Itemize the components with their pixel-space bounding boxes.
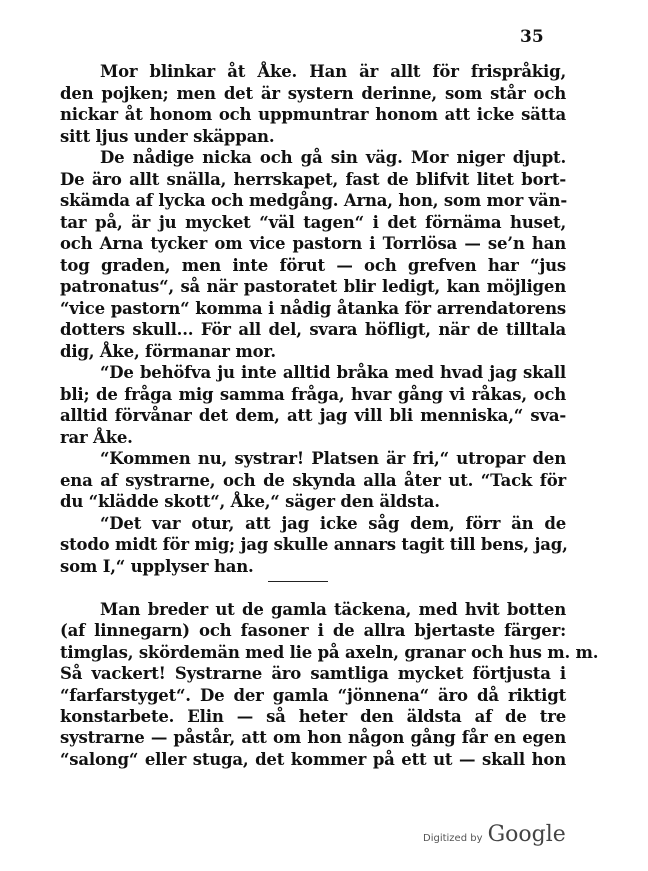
watermark-prefix: Digitized by <box>423 833 483 844</box>
text-line: ena af systrarne, och de skynda alla åter ut. “Tack för <box>60 470 566 490</box>
text-line: Mor blinkar åt Åke. Han är allt för frispråkig, <box>100 62 566 81</box>
text-line: tog graden, men inte förut — och grefven har “jus <box>60 255 566 275</box>
page-number: 35 <box>520 27 544 47</box>
text-line: konstarbete. Elin — så heter den äldsta af de tre <box>60 706 566 726</box>
text-line: “salong“ eller stuga, det kommer på ett ut — skall hon <box>60 749 566 769</box>
section-divider <box>268 581 328 582</box>
text-line: nickar åt honom och uppmuntrar honom att icke sätta <box>60 105 566 124</box>
text-line: “Kommen nu, systrar! Platsen är fri,“ utropar den <box>100 449 566 468</box>
text-line: rar Åke. <box>60 427 133 447</box>
google-logo: Google <box>487 822 566 847</box>
text-line: “Det var otur, att jag icke såg dem, förr än de <box>100 513 566 533</box>
text-line: stodo midt för mig; jag skulle annars tagit till bens, jag, <box>60 535 568 554</box>
text-line: du “klädde skott“, Åke,“ säger den äldsta. <box>60 492 440 511</box>
text-line: “farfarstyget“. De der gamla “jönnena“ äro då riktigt <box>60 685 566 705</box>
digitized-by-watermark <box>423 822 566 847</box>
text-block-2 <box>60 599 599 770</box>
text-line: “De behöfva ju inte alltid bråka med hvad jag skall <box>100 363 566 382</box>
text-line: alltid förvånar det dem, att jag vill bli menniska,“ sva- <box>60 406 566 425</box>
text-line: systrarne — påstår, att om hon någon gång får en egen <box>60 728 566 748</box>
text-block-1 <box>60 61 566 577</box>
text-line: De äro allt snälla, herrskapet, fast de blifvit litet bort- <box>60 169 566 189</box>
text-line: Så vackert! Systrarne äro samtliga mycket förtjusta i <box>60 664 566 684</box>
text-line: och Arna tycker om vice pastorn i Torrlösa — se’n han <box>60 234 566 253</box>
text-line: dotters skull... För all del, svara höfligt, när de tilltala <box>60 320 566 339</box>
text-line: (af linnegarn) och fasoner i de allra bjertaste färger: <box>60 621 566 641</box>
text-line: Man breder ut de gamla täckena, med hvit botten <box>100 600 566 619</box>
text-line: sitt ljus under skäppan. <box>60 126 275 146</box>
text-line: dig, Åke, förmanar mor. <box>60 341 276 361</box>
text-line: De nådige nicka och gå sin väg. Mor niger djupt. <box>100 148 566 167</box>
text-line: som I,“ upplyser han. <box>60 556 254 576</box>
text-line: tar på, är ju mycket “väl tagen“ i det förnäma huset, <box>60 212 566 232</box>
text-line: timglas, skördemän med lie på axeln, granar och hus m. m. <box>60 642 599 662</box>
text-line: skämda af lycka och medgång. Arna, hon, som mor vän- <box>60 191 567 210</box>
text-line: den pojken; men det är systern derinne, som står och <box>60 83 566 103</box>
text-line: bli; de fråga mig samma fråga, hvar gång vi råkas, och <box>60 384 566 404</box>
text-line: “vice pastorn“ komma i nådig åtanka för arrendatorens <box>60 298 566 318</box>
text-line: patronatus“, så när pastoratet blir ledigt, kan möjligen <box>60 277 566 296</box>
